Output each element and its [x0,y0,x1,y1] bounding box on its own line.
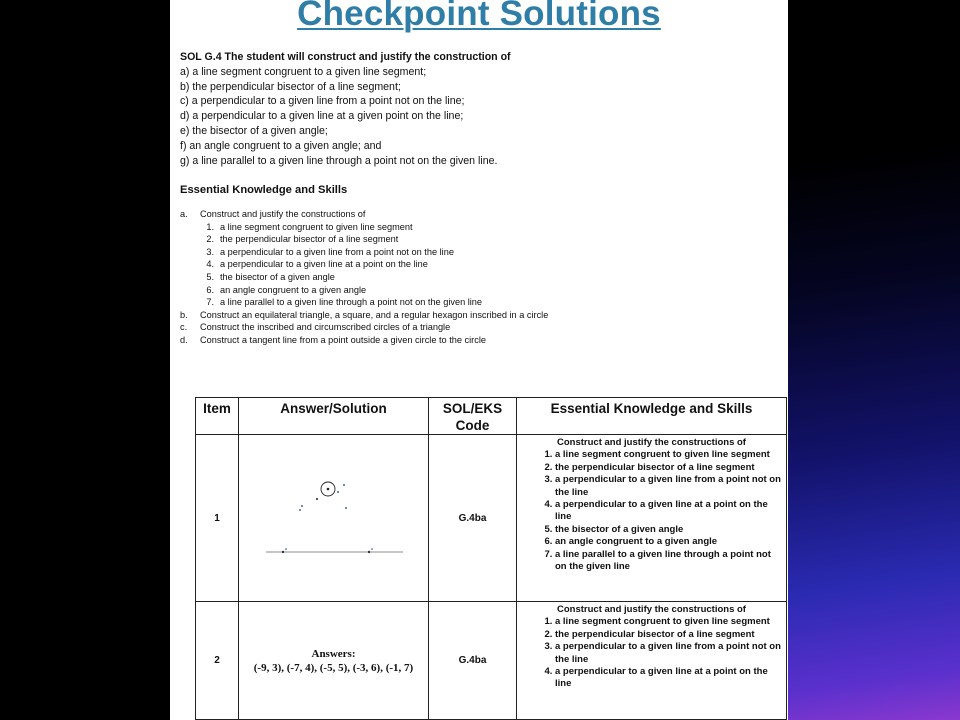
header-eks: Essential Knowledge and Skills [517,398,787,435]
list-item: 4. a perpendicular to a given line at a point on the line [555,666,782,691]
center-point [327,488,330,491]
header-item: Item [196,398,239,435]
table-row [196,602,787,720]
list-item: 2. the perpendicular bisector of a line segment [555,629,782,641]
construction-figure [240,436,430,600]
construction-point [299,509,301,511]
eks-cell-list [521,616,782,690]
eks-subitem-text: a perpendicular to a given line from a point not on the line [220,246,454,257]
eks-subitem-number: 5. [206,271,214,282]
eks-item-c [180,321,780,334]
eks-text: Construct and justify the constructions of [200,209,366,219]
list-item: 5. the bisector of a given angle [555,524,782,536]
sol-item: c) a perpendicular to a given line from a point not on the line; [180,95,465,108]
eks-text: Construct an equilateral triangle, a square, and a regular hexagon inscribed in a circle [200,309,549,320]
eks-cell-lead: Construct and justify the constructions of [557,437,746,448]
list-item: 7. a line parallel to a given line through a point not on the given line [555,549,782,574]
list-item: 3. a perpendicular to a given line from a point not on the line [555,474,782,499]
answer-label: Answers: [311,647,356,660]
eks-list [180,208,780,347]
page-title: Checkpoint Solutions [297,0,661,33]
sol-item: g) a line parallel to a given line through a point not on the given line. [180,154,498,167]
eks-item-b [180,309,780,322]
eks-cell-list [521,449,782,573]
eks-subitem-number: 3. [206,246,214,257]
eks-subitem-number: 4. [206,259,214,270]
construction-diagram [240,436,430,600]
construction-point [345,507,347,509]
eks-letter: b. [180,309,188,320]
eks-subitem [180,246,780,259]
construction-point [301,505,303,507]
eks-subitem-number: 6. [206,284,214,295]
answer-cell [239,435,429,602]
line-point [368,551,370,553]
header-sol-line1: SOL/EKS [442,401,503,416]
right-gradient-margin [788,0,960,720]
item-number: 2 [196,602,239,720]
eks-letter: d. [180,334,188,345]
eks-subitem [180,296,780,309]
eks-text: Construct the inscribed and circumscribed circles of a triangle [200,322,451,333]
eks-text: Construct a tangent line from a point outside a given circle to the circle [200,334,486,345]
sol-item: d) a perpendicular to a given line at a given point on the line; [180,110,464,123]
line-point [371,548,373,550]
sol-item: f) an angle congruent to a given angle; and [180,139,382,152]
solutions-table-wrapper [195,397,786,717]
construction-point [343,484,345,486]
eks-item-d [180,334,780,347]
sol-standard-block [180,50,780,168]
answer-cell [239,602,429,720]
eks-subitem-text: the bisector of a given angle [220,271,335,282]
construction-point [337,491,339,493]
document-page [170,0,788,720]
sol-item: e) the bisector of a given angle; [180,124,328,137]
header-sol-line2: Code [455,418,490,433]
table-header-row [196,398,787,435]
eks-item-a [180,208,780,221]
eks-letter: c. [180,322,188,333]
eks-subitem [180,258,780,271]
list-item: 1. a line segment congruent to given line segment [555,449,782,461]
eks-subitem [180,233,780,246]
eks-letter: a. [180,209,188,219]
item-number: 1 [196,435,239,602]
eks-cell [517,602,787,720]
eks-subitem-text: the perpendicular bisector of a line segment [220,234,399,245]
line-point [285,548,287,550]
eks-subitem-text: a line parallel to a given line through a point not on the given line [220,297,483,308]
answer-text: (-9, 3), (-7, 4), (-5, 5), (-3, 6), (-1, 7) [253,661,414,674]
eks-subitem-number: 2. [206,234,214,245]
sol-eks-code: G.4ba [429,435,517,602]
line-point [282,551,284,553]
eks-subitem-text: a line segment congruent to given line segment [220,221,413,232]
eks-subitem-number: 1. [206,221,214,232]
table-row [196,435,787,602]
header-answer: Answer/Solution [239,398,429,435]
eks-subitem-number: 7. [206,297,214,308]
eks-subitem [180,271,780,284]
list-item: 1. a line segment congruent to given line segment [555,616,782,628]
list-item: 6. an angle congruent to a given angle [555,536,782,548]
solutions-table [195,397,787,720]
sol-item: b) the perpendicular bisector of a line segment; [180,80,401,93]
eks-subitem-text: a perpendicular to a given line at a point on the line [220,259,428,270]
list-item: 4. a perpendicular to a given line at a point on the line [555,499,782,524]
eks-subitem [180,284,780,297]
sol-item: a) a line segment congruent to a given line segment; [180,65,427,78]
eks-cell [517,435,787,602]
sol-eks-code: G.4ba [429,602,517,720]
construction-point [316,498,318,500]
left-black-margin [0,0,170,720]
answer-block [240,647,427,675]
eks-subitem [180,221,780,234]
list-item: 2. the perpendicular bisector of a line segment [555,462,782,474]
sol-heading: SOL G.4 The student will construct and justify the construction of [180,51,511,63]
list-item: 3. a perpendicular to a given line from a point not on the line [555,641,782,666]
eks-cell-lead: Construct and justify the constructions of [557,604,746,615]
eks-heading: Essential Knowledge and Skills [180,184,348,196]
header-sol-code [429,398,517,435]
eks-subitem-text: an angle congruent to a given angle [220,284,367,295]
